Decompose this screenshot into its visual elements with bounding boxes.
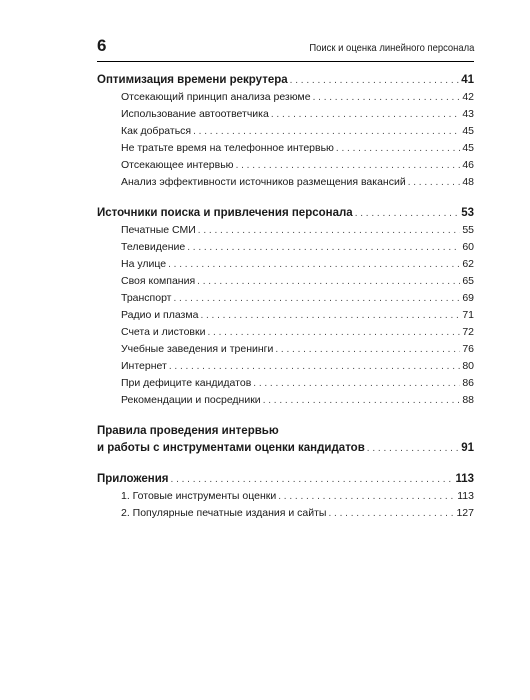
toc-item-title: Отсекающий принцип анализа резюме <box>121 91 311 103</box>
toc-item[interactable] <box>97 343 474 360</box>
toc-item-title: Рекомендации и посредники <box>121 394 261 406</box>
dot-leader <box>355 208 460 219</box>
toc-item[interactable] <box>97 91 474 108</box>
table-of-contents <box>97 74 474 524</box>
toc-page-number: 53 <box>461 207 474 219</box>
toc-section-title: Источники поиска и привлечения персонала <box>97 207 353 219</box>
toc-page-number: 55 <box>462 224 474 236</box>
toc-page-number: 48 <box>462 176 474 188</box>
toc-item-title: Использование автоответчика <box>121 108 269 120</box>
toc-item[interactable] <box>97 394 474 411</box>
dot-leader <box>200 310 460 321</box>
dot-leader <box>367 443 459 454</box>
toc-item[interactable] <box>97 360 474 377</box>
dot-leader <box>169 361 460 372</box>
dot-leader <box>408 177 461 188</box>
dot-leader <box>328 508 454 519</box>
toc-item[interactable] <box>97 142 474 159</box>
toc-item[interactable] <box>97 241 474 258</box>
section-gap <box>97 411 474 425</box>
toc-section[interactable] <box>97 473 474 490</box>
toc-page-number: 65 <box>462 275 474 287</box>
toc-item[interactable] <box>97 176 474 193</box>
dot-leader <box>278 491 455 502</box>
toc-item[interactable] <box>97 490 474 507</box>
toc-section-title: Приложения <box>97 473 169 485</box>
running-title: Поиск и оценка линейного персонала <box>308 42 474 54</box>
toc-item-title: На улице <box>121 258 167 270</box>
toc-item-title: Не тратьте время на телефонное интервью <box>121 142 334 154</box>
toc-item-title: Транспорт <box>121 292 172 304</box>
toc-item[interactable] <box>97 326 474 343</box>
dot-leader <box>207 327 460 338</box>
toc-section-title-line1: Правила проведения интервью <box>97 425 279 437</box>
toc-item[interactable] <box>97 224 474 241</box>
dot-leader <box>197 276 460 287</box>
toc-page-number: 42 <box>462 91 474 103</box>
toc-page-number: 43 <box>462 108 474 120</box>
toc-item-title: Печатные СМИ <box>121 224 196 236</box>
toc-page-number: 72 <box>462 326 474 338</box>
toc-item-title: Отсекающее интервью <box>121 159 234 171</box>
toc-item-title: 2. Популярные печатные издания и сайты <box>121 507 327 519</box>
dot-leader <box>198 225 461 236</box>
toc-section-title: Оптимизация времени рекрутера <box>97 74 288 86</box>
toc-item-title: Радио и плазма <box>121 309 199 321</box>
dot-leader <box>253 378 460 389</box>
toc-item[interactable] <box>97 309 474 326</box>
toc-item-title: Телевидение <box>121 241 186 253</box>
toc-page-number: 86 <box>462 377 474 389</box>
toc-section-title-line2: и работы с инструментами оценки кандидатов <box>97 442 365 454</box>
toc-page-number: 76 <box>462 343 474 355</box>
toc-page-number: 80 <box>462 360 474 372</box>
dot-leader <box>236 160 461 171</box>
toc-item[interactable] <box>97 292 474 309</box>
toc-page-number: 45 <box>462 142 474 154</box>
header-rule <box>97 61 474 62</box>
toc-page-number: 41 <box>461 74 474 86</box>
toc-item[interactable] <box>97 377 474 394</box>
page-number: 6 <box>97 36 107 55</box>
toc-page-number: 88 <box>462 394 474 406</box>
toc-item-title: Как добраться <box>121 125 192 137</box>
toc-item-title: Интернет <box>121 360 167 372</box>
toc-page-number: 45 <box>462 125 474 137</box>
toc-page-number: 127 <box>456 507 474 519</box>
page-header <box>97 36 474 58</box>
toc-item[interactable] <box>97 108 474 125</box>
dot-leader <box>271 109 460 120</box>
toc-item-title: 1. Готовые инструменты оценки <box>121 490 277 502</box>
dot-leader <box>336 143 460 154</box>
toc-item[interactable] <box>97 507 474 524</box>
dot-leader <box>275 344 460 355</box>
toc-page-number: 113 <box>457 490 474 502</box>
toc-item-title: Своя компания <box>121 275 196 287</box>
toc-section[interactable] <box>97 425 474 459</box>
dot-leader <box>168 259 460 270</box>
dot-leader <box>290 75 460 86</box>
toc-page-number: 60 <box>462 241 474 253</box>
toc-page-number: 46 <box>462 159 474 171</box>
toc-item-title: Анализ эффективности источников размещения вакансий <box>121 176 406 188</box>
toc-page-number: 71 <box>462 309 474 321</box>
toc-item[interactable] <box>97 159 474 176</box>
toc-item[interactable] <box>97 258 474 275</box>
toc-page-number: 113 <box>455 473 474 485</box>
dot-leader <box>174 293 461 304</box>
toc-section[interactable] <box>97 207 474 224</box>
dot-leader <box>171 474 454 485</box>
section-gap <box>97 459 474 473</box>
dot-leader <box>193 126 460 137</box>
toc-page-number: 62 <box>462 258 474 270</box>
toc-section[interactable] <box>97 74 474 91</box>
toc-item-title: Учебные заведения и тренинги <box>121 343 274 355</box>
dot-leader <box>187 242 460 253</box>
toc-page-number: 91 <box>461 442 474 454</box>
toc-item[interactable] <box>97 125 474 142</box>
dot-leader <box>263 395 461 406</box>
dot-leader <box>313 92 461 103</box>
toc-item-title: При дефиците кандидатов <box>121 377 252 389</box>
toc-page-number: 69 <box>462 292 474 304</box>
toc-item-title: Счета и листовки <box>121 326 206 338</box>
toc-item[interactable] <box>97 275 474 292</box>
section-gap <box>97 193 474 207</box>
